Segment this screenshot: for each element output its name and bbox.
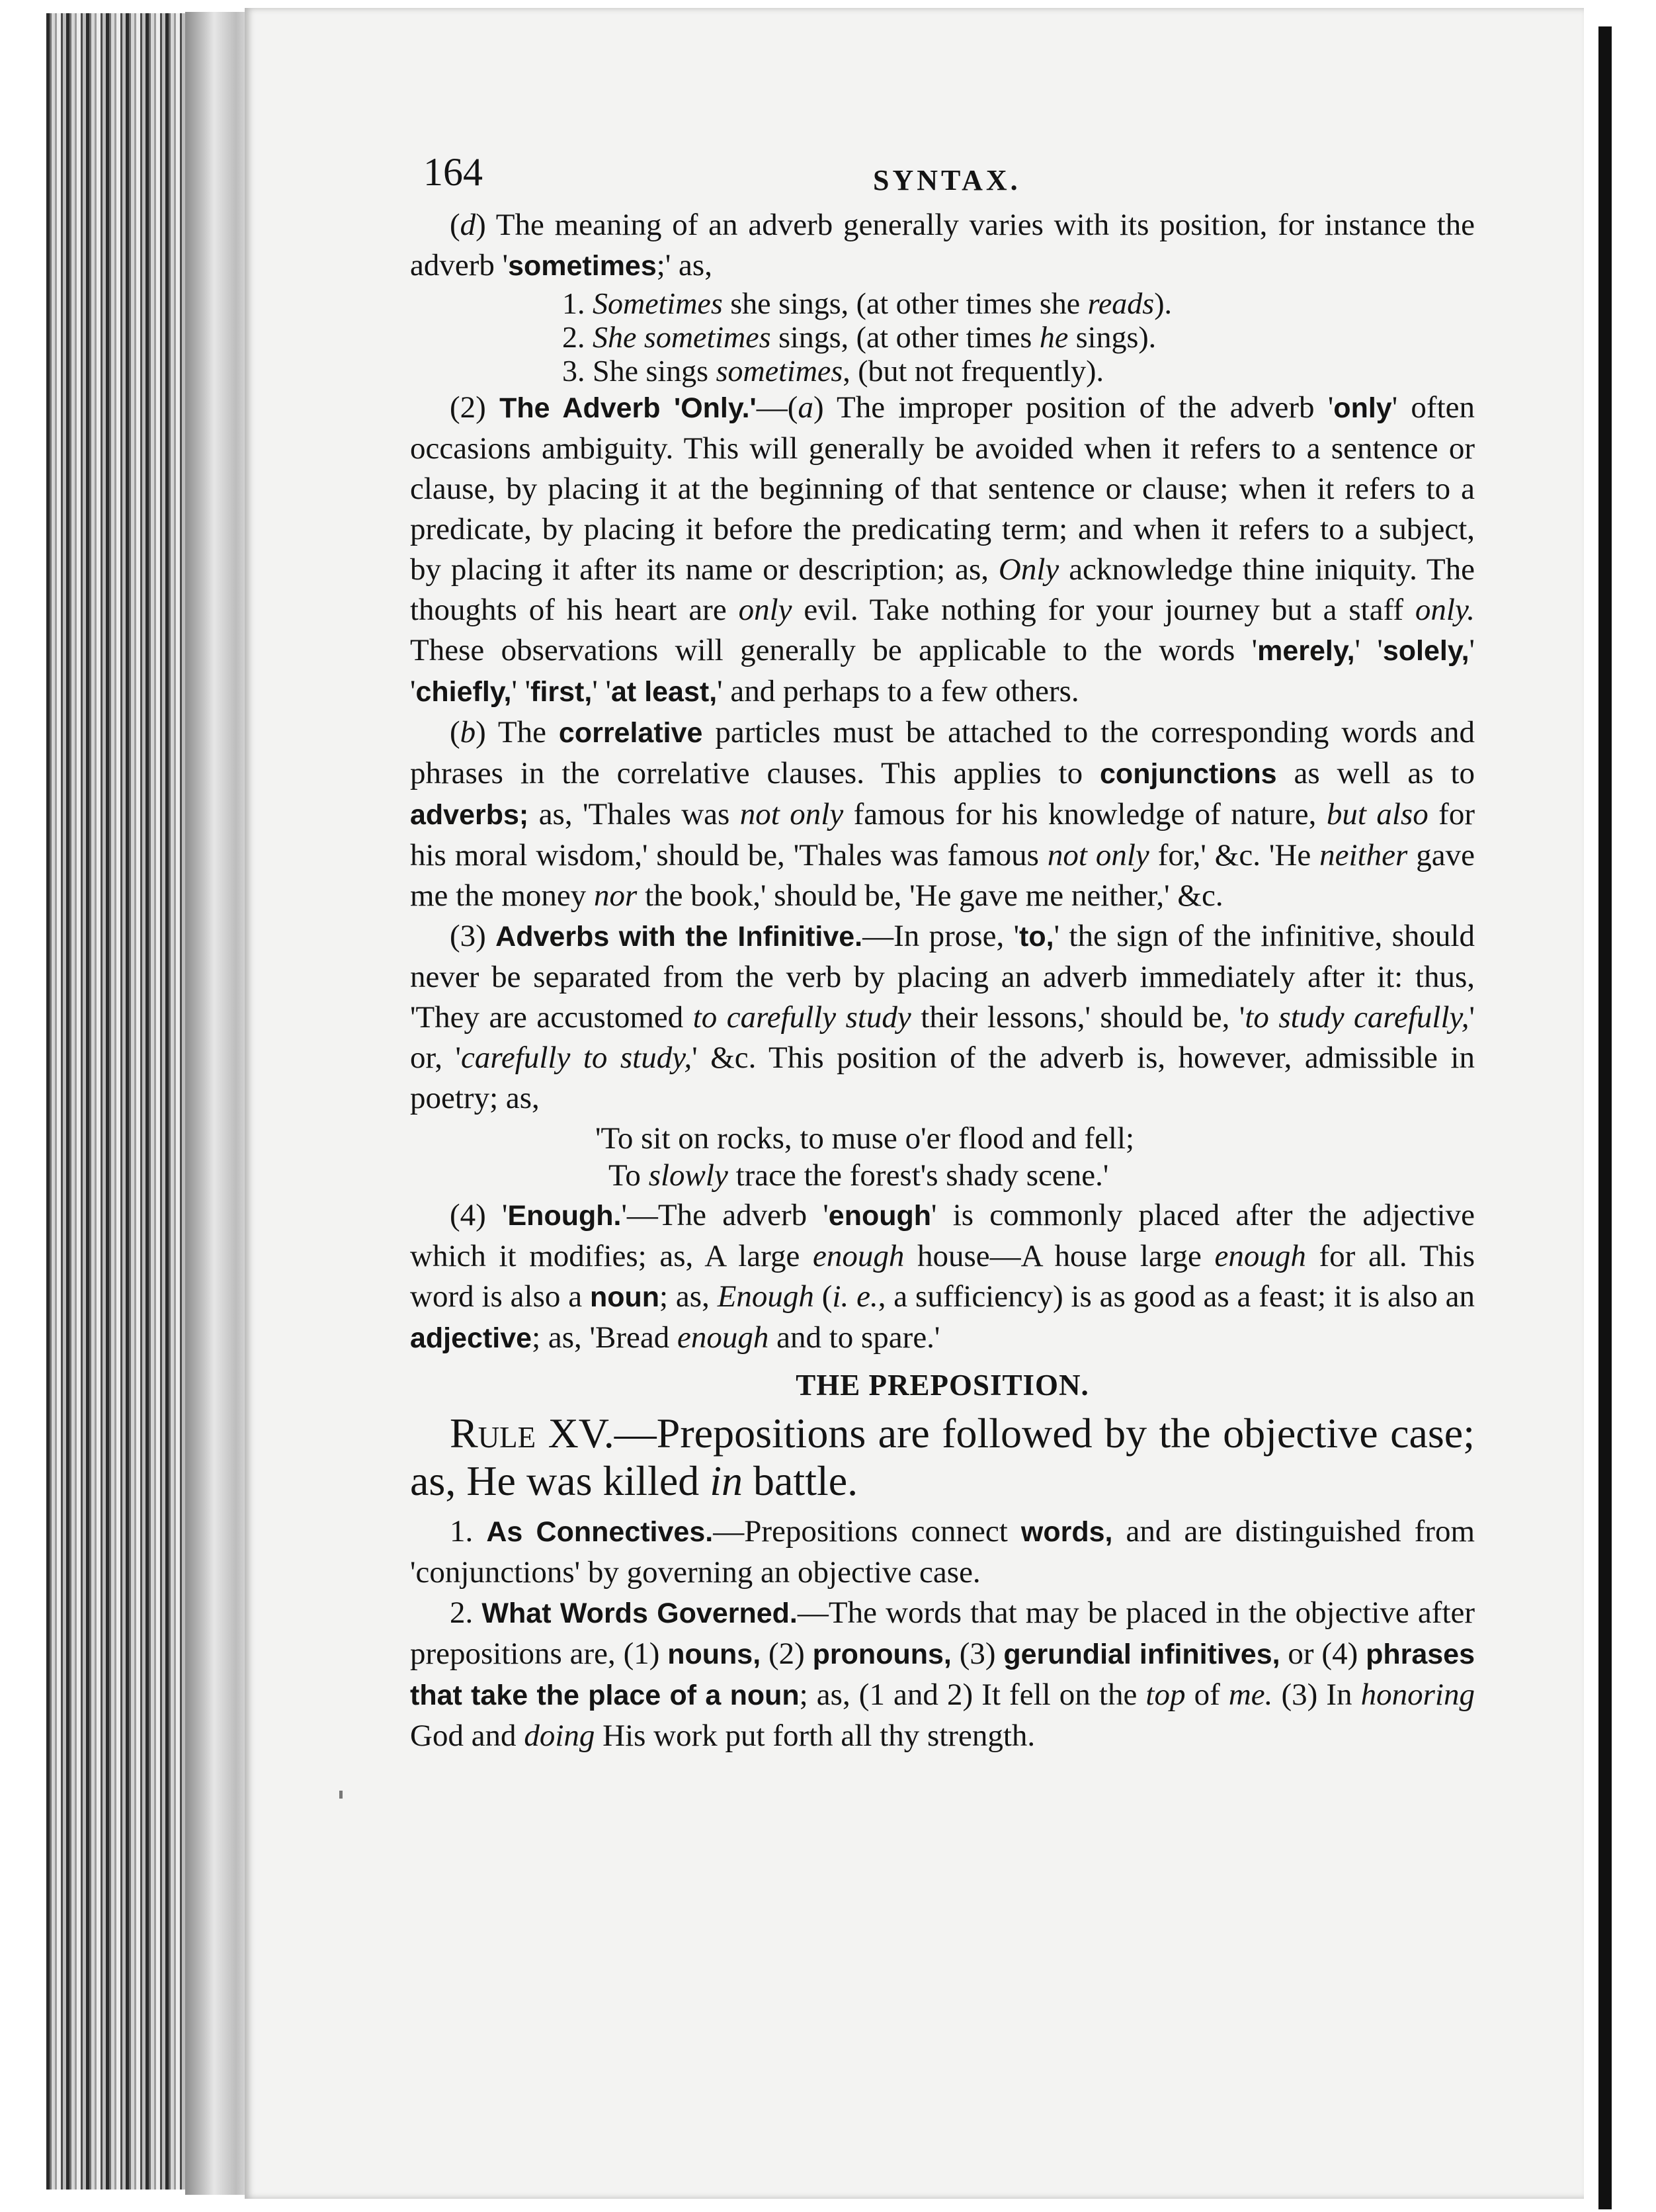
text-run: God and <box>410 1719 524 1753</box>
text-run: 1. <box>562 286 593 320</box>
italic-term: Only <box>998 552 1059 587</box>
text-run: '—The adverb ' <box>621 1198 829 1232</box>
text-run: 3. She sings <box>562 354 716 388</box>
text-run: —( <box>756 390 798 425</box>
bold-term: Adverbs with the Infinitive. <box>495 921 863 953</box>
running-title: SYNTAX. <box>873 164 1021 196</box>
bold-term: words, <box>1020 1516 1113 1548</box>
text-run: of <box>1185 1678 1229 1712</box>
page-content <box>410 152 1475 1756</box>
italic-term: but also <box>1326 797 1428 831</box>
text-run: acknowledge thine iniquity. The thoughts of his heart are <box>410 552 1475 627</box>
text-run: (2) <box>450 390 500 425</box>
section-heading: THE PREPOSITION. <box>796 1369 1089 1402</box>
italic-term: only. <box>1415 593 1475 627</box>
italic-term: a <box>798 390 813 425</box>
text-run: ' and perhaps to a few others. <box>717 674 1079 708</box>
text-run: (3) <box>450 919 496 953</box>
poetry-quote <box>595 1120 1475 1194</box>
text-run: ' &c. This position of the adverb is, however, admissible in poetry; as, <box>410 1041 1475 1115</box>
words-governed-paragraph <box>410 1593 1475 1756</box>
example-line-2 <box>562 320 1475 354</box>
text-run: To <box>608 1158 649 1193</box>
italic-term: not only <box>1047 838 1149 872</box>
text-run: ) The improper position of the adverb ' <box>813 390 1334 425</box>
bold-term: The Adverb 'Only.' <box>499 392 757 424</box>
infinitive-paragraph <box>410 916 1475 1119</box>
bold-term: merely, <box>1257 635 1355 667</box>
text-run: ' is commonly placed after the adjective which it modifies; as, A large <box>410 1198 1475 1273</box>
text-run: —Prepositions are followed by the objective case; as, He was killed <box>410 1410 1475 1504</box>
italic-term: he <box>1039 320 1069 354</box>
page-number: 164 <box>423 150 483 194</box>
bold-term: solely, <box>1382 635 1470 667</box>
italic-term: nor <box>594 878 638 913</box>
italic-term: top <box>1145 1678 1186 1712</box>
bold-term: nouns, <box>667 1638 761 1670</box>
bold-term: pronouns, <box>812 1638 952 1670</box>
bold-term: gerundial infinitives, <box>1003 1638 1280 1670</box>
italic-term: me. <box>1228 1678 1273 1712</box>
italic-term: enough <box>1214 1239 1306 1273</box>
text-run: ; as, (1 and 2) It fell on the <box>799 1678 1146 1712</box>
text-run: for all. This word is also a <box>410 1239 1475 1314</box>
text-run: as, 'Thales was <box>528 797 740 831</box>
italic-term: to study carefully, <box>1245 1000 1470 1035</box>
bold-term: As Connectives. <box>486 1516 714 1548</box>
text-run: ' the sign of the infinitive, should never be separated from the verb by placing an adverb immediately after it: thus, 'They are accustomed <box>410 919 1475 1035</box>
rule-xv-paragraph <box>410 1410 1475 1505</box>
bold-term: first, <box>530 676 593 708</box>
text-run: famous for his knowledge of nature, <box>843 797 1327 831</box>
italic-term: honoring <box>1360 1678 1475 1712</box>
text-run: (3) <box>951 1637 1004 1671</box>
text-run: for his moral wisdom,' should be, 'Thales was famous <box>410 797 1475 872</box>
text-run: the book,' should be, 'He gave me neither,' &c. <box>637 878 1223 913</box>
text-run: ' ' <box>511 674 531 708</box>
bold-term: phrases that take the place of a noun <box>410 1638 1475 1711</box>
text-run: or (4) <box>1280 1637 1366 1671</box>
example-line-1 <box>562 286 1475 320</box>
bold-term: sometimes <box>508 250 657 282</box>
text-run: , (but not frequently). <box>843 354 1104 388</box>
italic-term: enough <box>677 1320 769 1355</box>
italic-term: to carefully study <box>692 1000 911 1035</box>
italic-term: enough <box>812 1239 905 1273</box>
text-run: ). <box>1154 286 1173 320</box>
text-run: house—A house large <box>904 1239 1215 1273</box>
bold-term: conjunctions <box>1100 758 1277 790</box>
italic-term: She sometimes <box>593 320 771 354</box>
text-run: trace the forest's shady scene.' <box>727 1158 1109 1193</box>
italic-term: neither <box>1319 838 1408 872</box>
connectives-paragraph <box>410 1511 1475 1593</box>
italic-term: carefully to study, <box>461 1041 692 1075</box>
text-run: ' or, ' <box>410 1000 1475 1075</box>
text-run: gave me the money <box>410 838 1475 913</box>
italic-term: sometimes <box>716 354 843 388</box>
italic-term: reads <box>1087 286 1155 320</box>
bold-term: enough <box>828 1200 932 1232</box>
text-run: —The words that may be placed in the objective after prepositions are, (1) <box>410 1595 1475 1671</box>
bold-term: correlative <box>558 717 703 749</box>
text-run: 2. <box>562 320 593 354</box>
text-run: (3) In <box>1272 1678 1361 1712</box>
running-header <box>410 152 1475 205</box>
text-run: 2. <box>450 1595 482 1630</box>
enough-paragraph <box>410 1195 1475 1359</box>
italic-term: b <box>460 715 476 749</box>
text-run: ' often occasions ambiguity. This will generally be avoided when it refers to a sentence or clause, by placing it at the beginning of that sentence or clause; when it refers to a predicate, by placing it before the predicating term; and when it refers to a subject, by placing it after its name or description; as, <box>410 390 1475 587</box>
bold-term: chiefly, <box>415 676 512 708</box>
bold-term: adverbs; <box>410 799 529 831</box>
facing-page-edge <box>1598 26 1612 2209</box>
bold-term: adjective <box>410 1322 532 1354</box>
text-run: ( <box>813 1279 833 1314</box>
text-run: ) The <box>476 715 559 749</box>
text-run: battle. <box>743 1457 858 1504</box>
italic-term: slowly <box>648 1158 728 1193</box>
text-run: as well as to <box>1276 756 1475 790</box>
ink-speck <box>339 1791 343 1799</box>
adverb-only-paragraph <box>410 388 1475 712</box>
bold-term: only <box>1333 392 1392 424</box>
text-run: their lessons,' should be, ' <box>911 1000 1245 1035</box>
text-run: and are distinguished from 'conjunctions' by governing an objective case. <box>410 1514 1475 1590</box>
text-run: (4) ' <box>450 1198 508 1232</box>
text-run: sings, (at other times <box>770 320 1040 354</box>
text-run: evil. Take nothing for your journey but a staff <box>792 593 1415 627</box>
adverb-position-paragraph <box>410 205 1475 286</box>
rule-label: Rule XV. <box>450 1410 614 1457</box>
text-run: ' ' <box>1354 633 1383 667</box>
bold-term: to, <box>1019 921 1054 953</box>
text-run: —In prose, ' <box>862 919 1020 953</box>
text-run: particles must be attached to the corresponding words and phrases in the correlative clauses. This applies to <box>410 715 1475 790</box>
italic-term: in <box>710 1457 743 1504</box>
poem-line-2 <box>595 1157 1475 1194</box>
text-run: and to spare.' <box>768 1320 940 1355</box>
text-run: ( <box>450 208 460 242</box>
text-run: These observations will generally be applicable to the words ' <box>410 633 1258 667</box>
text-run: ; as, 'Bread <box>532 1320 677 1355</box>
text-run: ' ' <box>410 633 1475 708</box>
bold-term: What Words Governed. <box>481 1597 798 1629</box>
italic-term: Enough <box>717 1279 814 1314</box>
text-run: —Prepositions connect <box>713 1514 1021 1549</box>
page-margin-strip <box>1584 8 1598 2199</box>
text-run: she sings, (at other times she <box>722 286 1088 320</box>
poem-line-1 <box>595 1120 1475 1157</box>
example-line-3 <box>562 354 1475 388</box>
text-run: 1. <box>450 1514 487 1549</box>
italic-term: Sometimes <box>593 286 723 320</box>
text-run: ' ' <box>592 674 612 708</box>
text-run: His work put forth all thy strength. <box>595 1719 1036 1753</box>
text-run: ) The meaning of an adverb generally varies with its position, for instance the adverb ' <box>410 208 1475 282</box>
italic-term: only <box>738 593 792 627</box>
text-run: sings). <box>1068 320 1157 354</box>
italic-term: d <box>460 208 476 242</box>
text-run: , a sufficiency) is as good as a feast; it is also an <box>878 1279 1475 1314</box>
correlative-paragraph <box>410 712 1475 916</box>
italic-term: doing <box>524 1719 595 1753</box>
text-run: ( <box>450 715 460 749</box>
italic-term: i. e. <box>832 1279 878 1314</box>
text-run: ; as, <box>659 1279 718 1314</box>
bold-term: noun <box>589 1281 660 1313</box>
bold-term: Enough. <box>507 1200 622 1232</box>
italic-term: not only <box>739 797 844 831</box>
text-run: (2) <box>761 1637 813 1671</box>
bold-term: at least, <box>611 676 718 708</box>
text-run: 'To sit on rocks, to muse o'er flood and fell; <box>595 1121 1135 1156</box>
text-run: for,' &c. 'He <box>1149 838 1320 872</box>
text-run: ;' as, <box>656 248 712 282</box>
